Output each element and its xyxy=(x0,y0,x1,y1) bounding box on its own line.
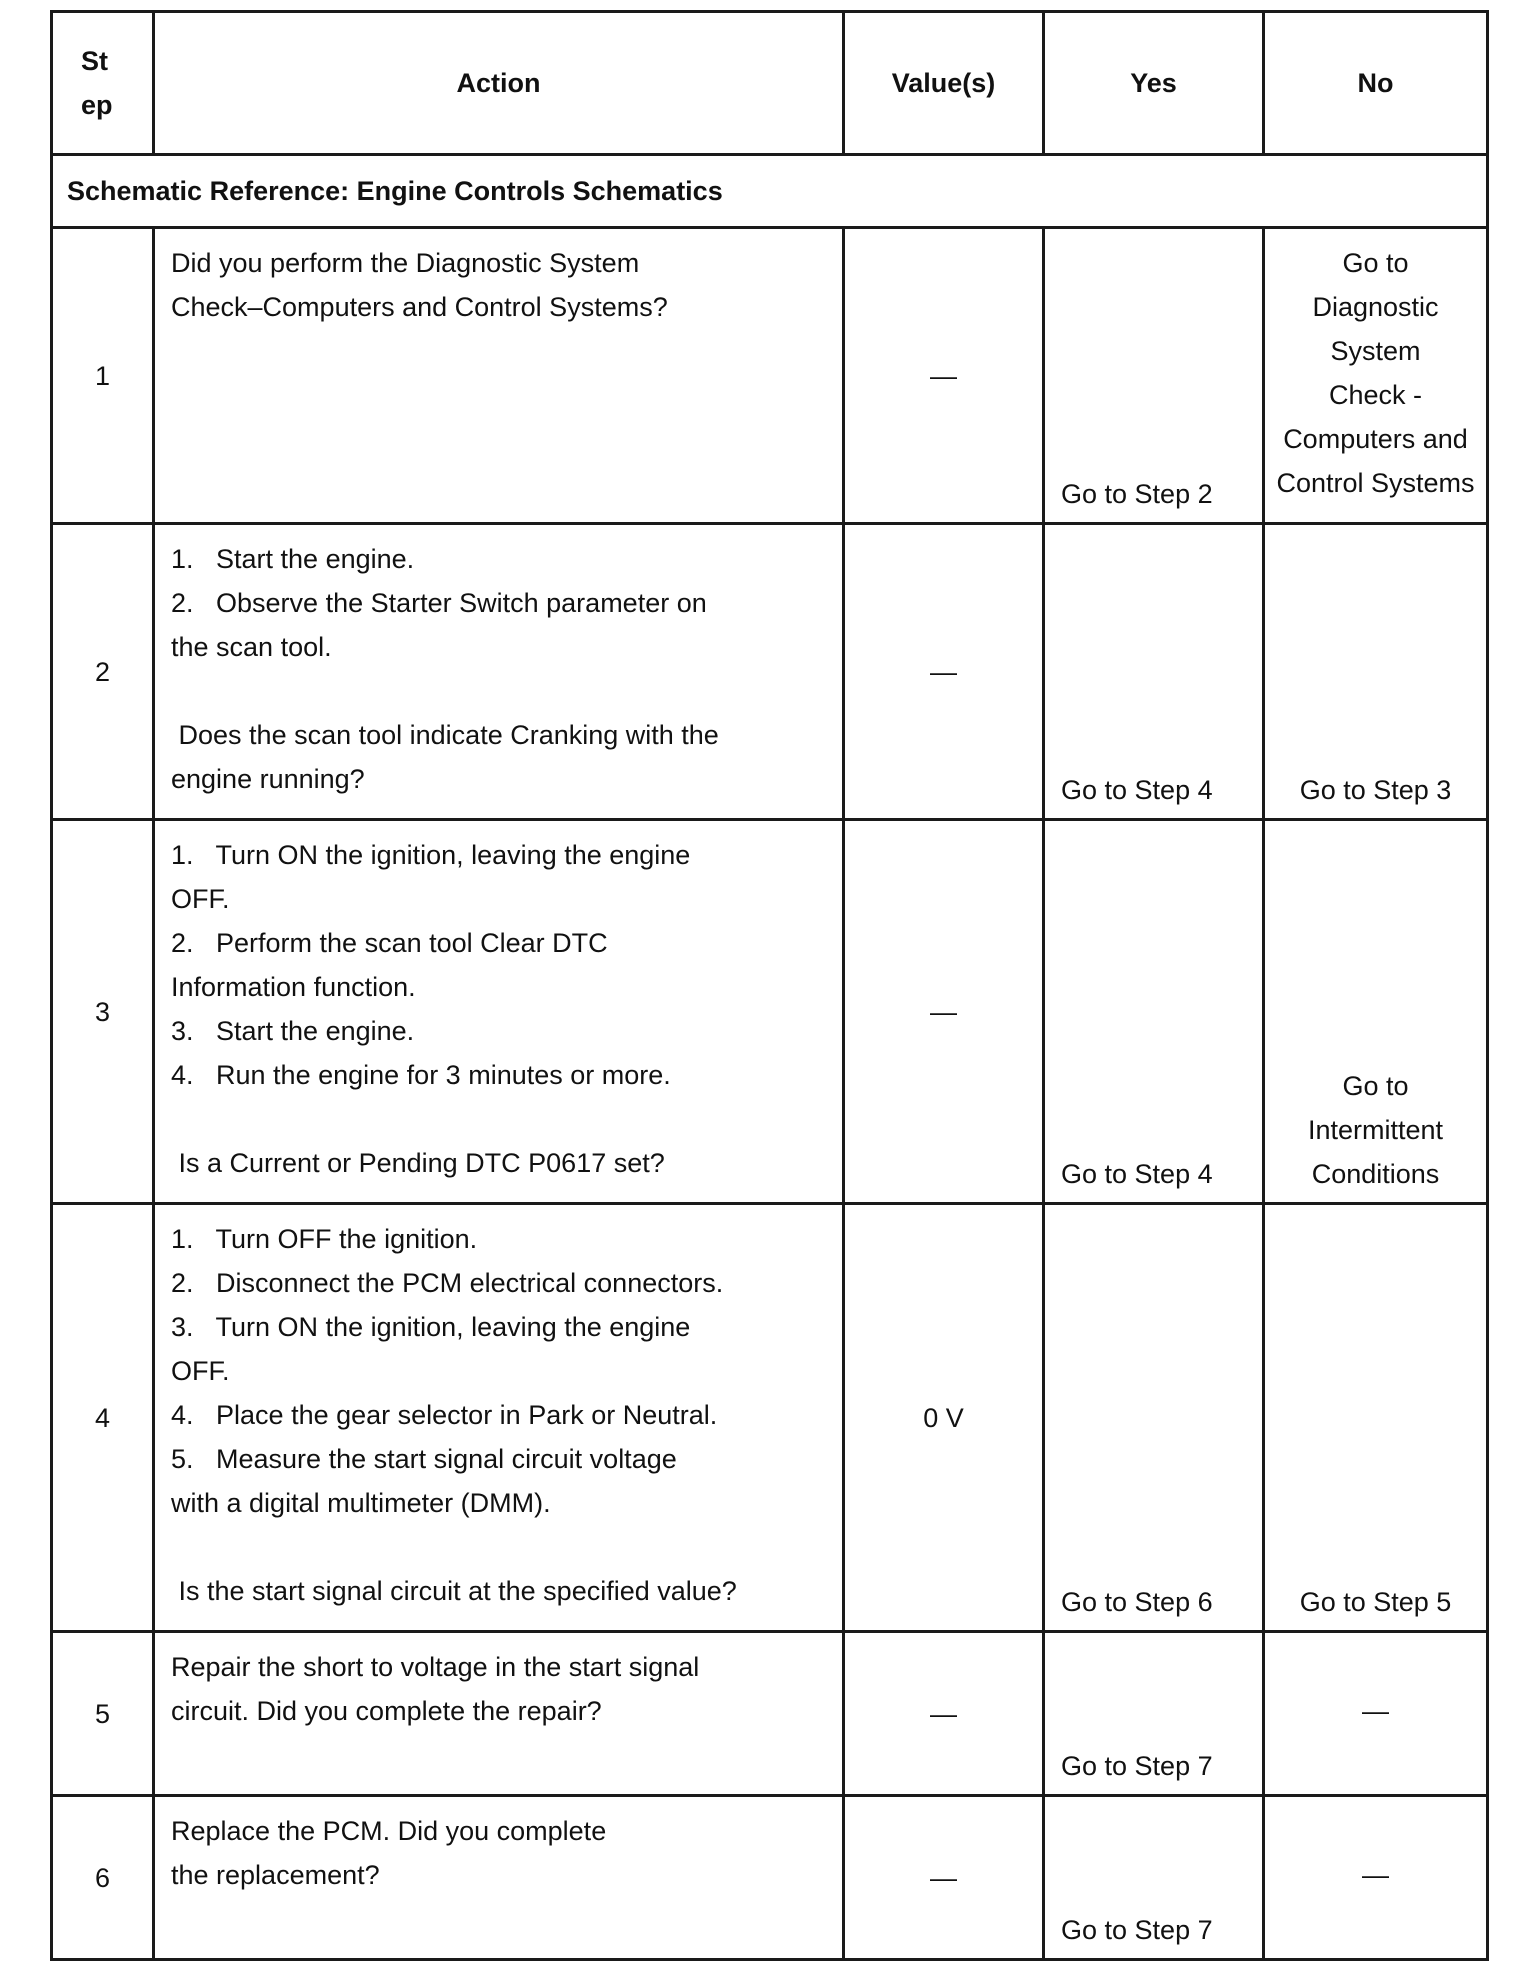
action-line: the replacement? xyxy=(171,1860,380,1890)
action-cell xyxy=(154,1632,844,1796)
action-cell xyxy=(154,1204,844,1632)
yes-cell: Go to Step 2 xyxy=(1044,228,1264,524)
spacer xyxy=(171,1097,782,1141)
action-line: OFF. xyxy=(171,884,230,914)
header-values: Value(s) xyxy=(844,12,1044,155)
no-cell: Go to Step 3 xyxy=(1264,524,1488,820)
no-cell: Go to Intermittent Conditions xyxy=(1264,820,1488,1204)
spacer xyxy=(171,669,782,713)
action-line: 4. Place the gear selector in Park or Neutral. xyxy=(171,1400,718,1430)
header-step: St ep xyxy=(52,12,154,155)
action-line: the scan tool. xyxy=(171,632,332,662)
action-cell xyxy=(154,524,844,820)
value-cell: 0 V xyxy=(844,1204,1044,1632)
schematic-reference-row xyxy=(52,155,1488,228)
action-line: circuit. Did you complete the repair? xyxy=(171,1696,602,1726)
action-line: Replace the PCM. Did you complete xyxy=(171,1816,607,1846)
no-cell: — xyxy=(1264,1632,1488,1796)
no-cell: — xyxy=(1264,1796,1488,1960)
action-cell xyxy=(154,1796,844,1960)
step-number: 6 xyxy=(52,1796,154,1960)
yes-cell: Go to Step 7 xyxy=(1044,1796,1264,1960)
no-cell: Go to Step 5 xyxy=(1264,1204,1488,1632)
action-question: Is a Current or Pending DTC P0617 set? xyxy=(171,1148,665,1178)
action-line: 1. Turn OFF the ignition. xyxy=(171,1224,478,1254)
action-question: Does the scan tool indicate Cranking with the engine running? xyxy=(171,720,719,794)
value-cell: — xyxy=(844,1796,1044,1960)
action-line: Repair the short to voltage in the start signal xyxy=(171,1652,700,1682)
yes-cell: Go to Step 4 xyxy=(1044,820,1264,1204)
step-row xyxy=(52,1632,1488,1796)
header-yes: Yes xyxy=(1044,12,1264,155)
action-line: 2. Perform the scan tool Clear DTC xyxy=(171,928,608,958)
yes-cell: Go to Step 7 xyxy=(1044,1632,1264,1796)
value-cell: — xyxy=(844,228,1044,524)
step-number: 4 xyxy=(52,1204,154,1632)
step-row xyxy=(52,820,1488,1204)
value-cell: — xyxy=(844,1632,1044,1796)
action-cell xyxy=(154,820,844,1204)
action-line: OFF. xyxy=(171,1356,230,1386)
action-line: Check–Computers and Control Systems? xyxy=(171,292,668,322)
header-row xyxy=(52,12,1488,155)
diagnostic-table xyxy=(50,10,1489,1961)
action-line: 1. Start the engine. xyxy=(171,544,415,574)
action-line: Did you perform the Diagnostic System xyxy=(171,248,640,278)
step-row xyxy=(52,1204,1488,1632)
action-line: 2. Observe the Starter Switch parameter on xyxy=(171,588,707,618)
action-line: 2. Disconnect the PCM electrical connectors. xyxy=(171,1268,724,1298)
action-line: 5. Measure the start signal circuit voltage xyxy=(171,1444,677,1474)
schematic-reference: Schematic Reference: Engine Controls Schematics xyxy=(52,155,1488,228)
value-cell: — xyxy=(844,524,1044,820)
step-number: 5 xyxy=(52,1632,154,1796)
spacer xyxy=(171,1525,782,1569)
header-no: No xyxy=(1264,12,1488,155)
step-number: 2 xyxy=(52,524,154,820)
yes-cell: Go to Step 6 xyxy=(1044,1204,1264,1632)
value-cell: — xyxy=(844,820,1044,1204)
no-cell: Go to Diagnostic System Check - Computers and Control Systems xyxy=(1264,228,1488,524)
action-line: 3. Start the engine. xyxy=(171,1016,415,1046)
step-row xyxy=(52,1796,1488,1960)
action-cell xyxy=(154,228,844,524)
action-line: 3. Turn ON the ignition, leaving the engine xyxy=(171,1312,691,1342)
yes-cell: Go to Step 4 xyxy=(1044,524,1264,820)
action-line: 4. Run the engine for 3 minutes or more. xyxy=(171,1060,671,1090)
step-row xyxy=(52,524,1488,820)
header-action: Action xyxy=(154,12,844,155)
action-line: 1. Turn ON the ignition, leaving the engine xyxy=(171,840,691,870)
step-row xyxy=(52,228,1488,524)
action-line: Information function. xyxy=(171,972,416,1002)
action-line: with a digital multimeter (DMM). xyxy=(171,1488,551,1518)
step-number: 1 xyxy=(52,228,154,524)
step-number: 3 xyxy=(52,820,154,1204)
action-question: Is the start signal circuit at the specified value? xyxy=(171,1576,737,1606)
